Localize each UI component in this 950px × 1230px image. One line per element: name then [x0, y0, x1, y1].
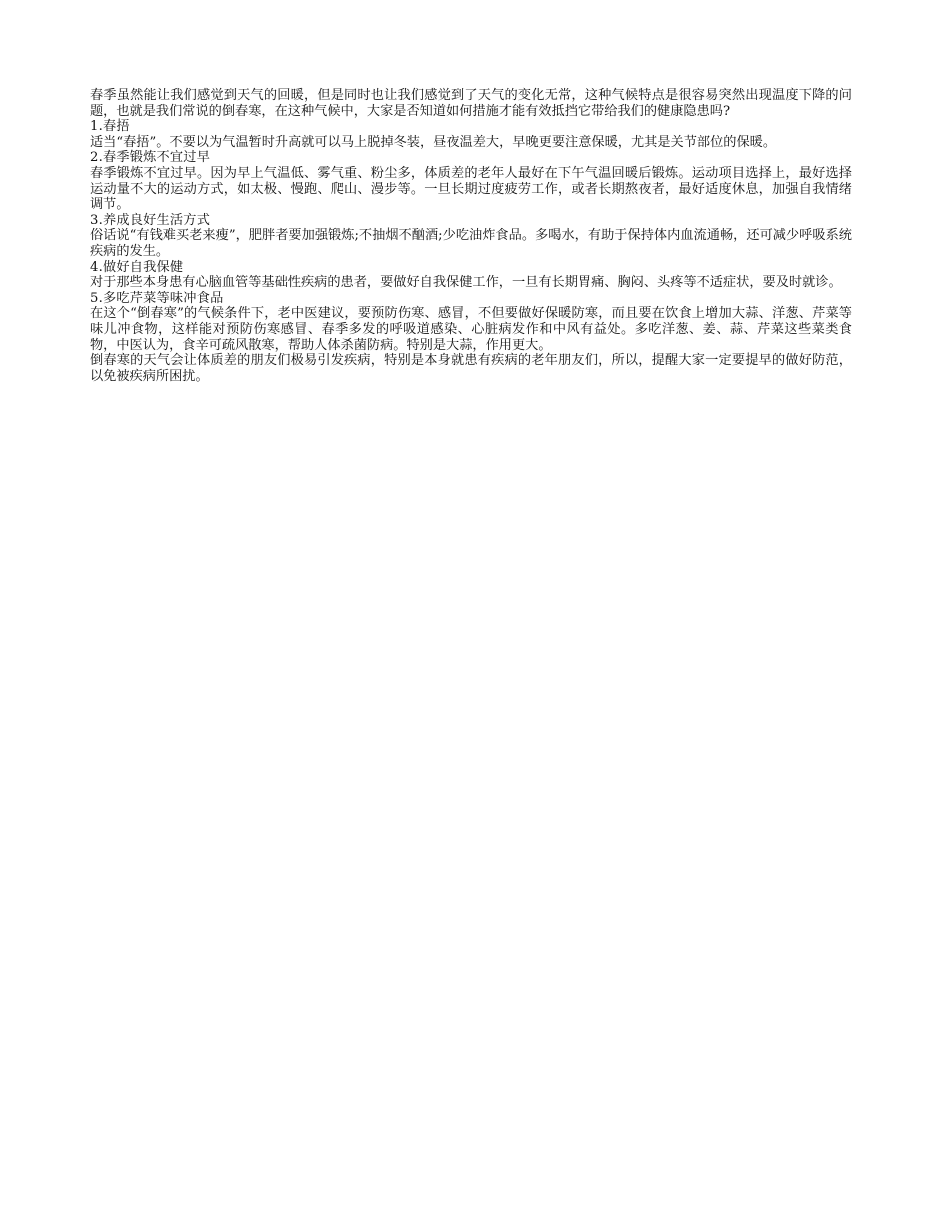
section-heading-2: 2.春季锻炼不宜过早 — [90, 150, 211, 166]
section-paragraph-2: 春季锻炼不宜过早。因为早上气温低、雾气重、粉尘多，体质差的老年人最好在下午气温回暖后锻炼。运动项目选择上，最好选择运动量不大的运动方式，如太极、慢跑、爬山、漫步等。一旦长期过度疲劳工作，或者长期熬夜者，最好适度休息，加强自我情绪调节。 — [90, 165, 852, 213]
section-heading-3: 3.养成良好生活方式 — [90, 212, 211, 228]
section-heading-5: 5.多吃芹菜等味冲食品 — [90, 290, 224, 306]
document-body — [90, 88, 852, 384]
section-heading-1: 1.春捂 — [90, 119, 130, 135]
closing-paragraph: 倒春寒的天气会让体质差的朋友们极易引发疾病，特别是本身就患有疾病的老年朋友们，所以，提醒大家一定要提早的做好防范，以免被疾病所困扰。 — [90, 353, 852, 384]
intro-paragraph: 春季虽然能让我们感觉到天气的回暖，但是同时也让我们感觉到了天气的变化无常，这种气候特点是很容易突然出现温度下降的问题，也就是我们常说的倒春寒，在这种气候中，大家是否知道如何措施才能有效抵挡它带给我们的健康隐患吗? — [90, 88, 852, 119]
section-heading-4: 4.做好自我保健 — [90, 259, 184, 275]
section-paragraph-5: 在这个“倒春寒”的气候条件下，老中医建议，要预防伤寒、感冒，不但要做好保暖防寒，而且要在饮食上增加大蒜、洋葱、芹菜等味儿冲食物，这样能对预防伤寒感冒、春季多发的呼吸道感染、心脏病发作和中风有益处。多吃洋葱、姜、蒜、芹菜这些菜类食物，中医认为，食辛可疏风散寒，帮助人体杀菌防病。特别是大蒜，作用更大。 — [90, 306, 852, 353]
section-paragraph-1: 适当“春捂”。不要以为气温暂时升高就可以马上脱掉冬装，昼夜温差大，早晚更要注意保暖，尤其是关节部位的保暖。 — [90, 134, 777, 150]
section-paragraph-4: 对于那些本身患有心脑血管等基础性疾病的患者，要做好自我保健工作，一旦有长期胃痛、胸闷、头疼等不适症状，要及时就诊。 — [90, 275, 842, 291]
section-paragraph-3: 俗话说“有钱难买老来瘦”，肥胖者要加强锻炼;不抽烟不酗酒;少吃油炸食品。多喝水，有助于保持体内血流通畅，还可减少呼吸系统疾病的发生。 — [90, 228, 852, 259]
